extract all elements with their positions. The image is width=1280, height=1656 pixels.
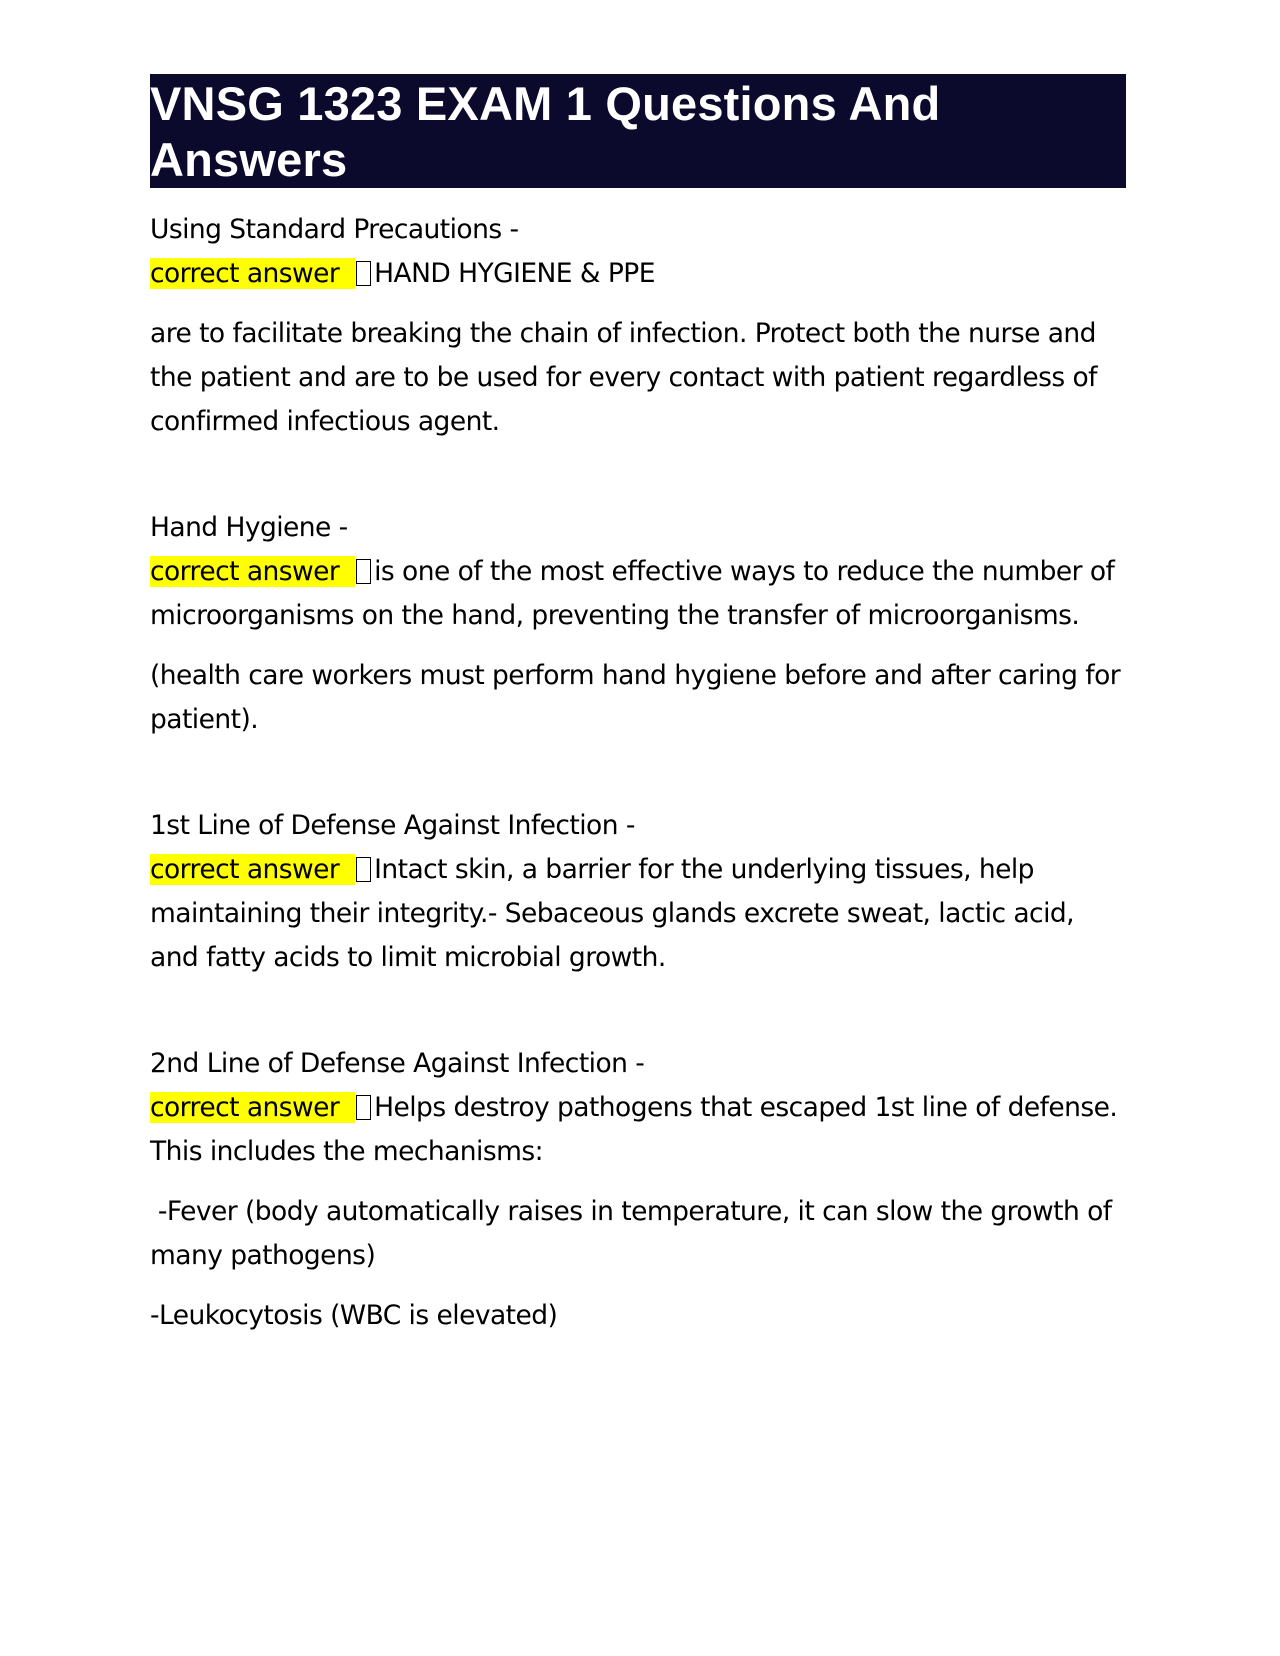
- answer-paragraph: are to facilitate breaking the chain of infection. Protect both the nurse and the patient and are to be used for every contact with patient regardless of confirmed infectious agent.: [150, 318, 1097, 437]
- question-term: Using Standard Precautions -: [150, 214, 519, 245]
- answer-paragraph: -Leukocytosis (WBC is elevated): [150, 1300, 558, 1331]
- document-body: [150, 208, 1126, 1338]
- answer-line: [150, 848, 1126, 980]
- qa-entry: [150, 1042, 1126, 1338]
- answer-paragraph: (health care workers must perform hand hygiene before and after caring for patient).: [150, 660, 1121, 735]
- answer-text: Helps destroy pathogens that escaped 1st line of defense. This includes the mechanisms:: [150, 1092, 1118, 1167]
- missing-glyph-icon: [356, 559, 371, 584]
- qa-entry: [150, 506, 1126, 742]
- answer-text: HAND HYGIENE & PPE: [374, 258, 655, 289]
- missing-glyph-icon: [356, 261, 371, 286]
- answer-text: Intact skin, a barrier for the underlying tissues, help maintaining their integrity.- Sebaceous glands excrete sweat, lactic acid, and fatty acids to limit microbial growth.: [150, 854, 1075, 973]
- answer-text: is one of the most effective ways to reduce the number of microorganisms on the hand, preventing the transfer of microorganisms.: [150, 556, 1115, 631]
- question-term: 2nd Line of Defense Against Infection -: [150, 1048, 645, 1079]
- correct-answer-label: correct answer: [150, 556, 355, 587]
- correct-answer-label: correct answer: [150, 854, 355, 885]
- correct-answer-label: correct answer: [150, 1092, 355, 1123]
- correct-answer-label: correct answer: [150, 258, 355, 289]
- missing-glyph-icon: [356, 1095, 371, 1120]
- document-page: [150, 74, 1126, 1338]
- answer-paragraph: -Fever (body automatically raises in temperature, it can slow the growth of many pathogens): [150, 1196, 1120, 1271]
- answer-line: [150, 252, 1126, 296]
- question-term: 1st Line of Defense Against Infection -: [150, 810, 635, 841]
- answer-line: [150, 550, 1126, 638]
- question-term: Hand Hygiene -: [150, 512, 348, 543]
- qa-entry: [150, 208, 1126, 444]
- qa-entry: [150, 804, 1126, 980]
- missing-glyph-icon: [356, 857, 371, 882]
- answer-line: [150, 1086, 1126, 1174]
- document-title: VNSG 1323 EXAM 1 Questions And Answers: [150, 74, 1126, 188]
